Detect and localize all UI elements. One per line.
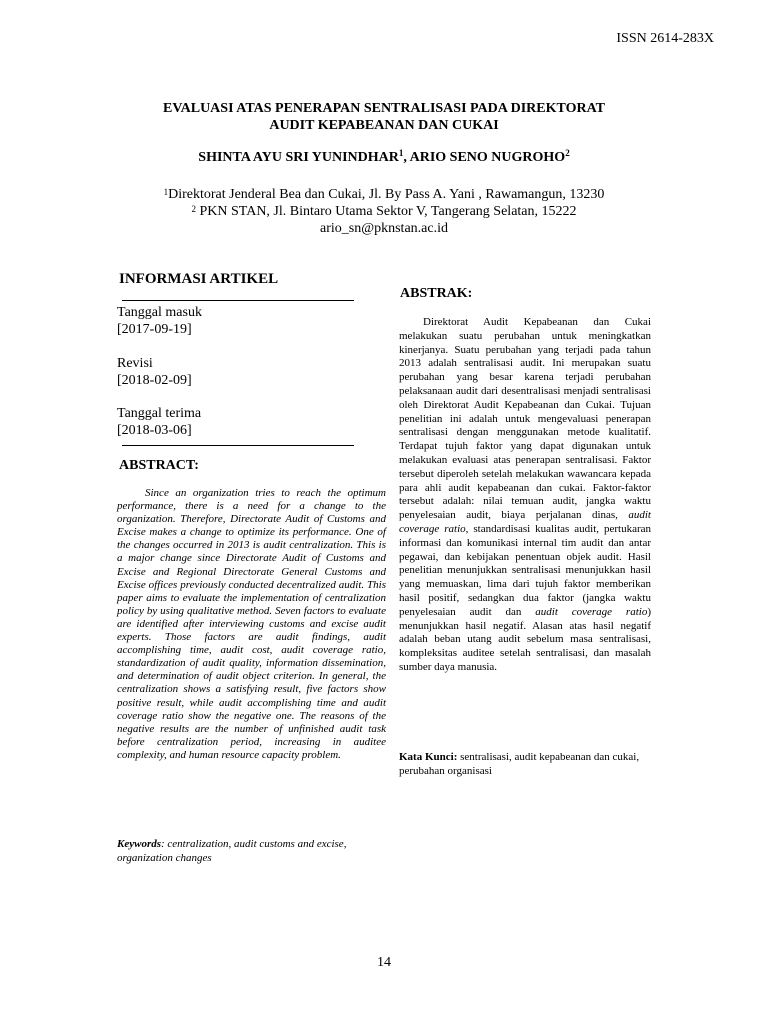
keywords-label: Keywords <box>117 838 161 850</box>
paper-title <box>0 100 768 134</box>
keywords-text: : centralization, audit customs and excise, organization changes <box>117 838 347 864</box>
accepted-date-block <box>117 405 201 439</box>
affiliation-2-mark: 2 <box>191 204 196 214</box>
affiliations <box>0 186 768 237</box>
revised-date-block <box>117 355 192 389</box>
corresponding-email: ario_sn@pknstan.ac.id <box>320 221 448 236</box>
abstrak-italic-term-1: audit coverage ratio <box>399 509 651 535</box>
abstract-text: Since an organization tries to reach the optimum performance, there is a need for a change to the organization. Therefore, Directorate Audit of Customs and Excise makes a change to optimize its performance. One of the changes occurred in 2013 is audit centralization. This is a major change since Directorate Audit of Customs and Excise and Regional Directorate General Customs and Excise offices previously conducted decentralized audit. This paper aims to evaluate the implementation of centralization policy by using qualitative method. Seven factors to evaluate are identified after interviewing customs and excise audit experts. Those factors are audit findings, audit accomplishing time, audit cost, audit coverage ratio, standardization of audit quality, information dissemination, and determination of audit object criterion. In general, the centralization shows a satisfying result, five factors show positive result, while audit accomplishing time and audit coverage ratio show the negative one. The reasons of the negative results are the number of unfinished audit task before centralization period, increasing in auditee complexity, and human resource capacity problem. <box>117 487 386 761</box>
paper-title-line-2: AUDIT KEPABEANAN DAN CUKAI <box>269 118 499 133</box>
abstrak-heading: ABSTRAK: <box>400 286 473 301</box>
article-info-heading: INFORMASI ARTIKEL <box>119 271 279 287</box>
revised-label: Revisi <box>117 356 153 371</box>
accepted-value: [2018-03-06] <box>117 423 192 438</box>
affiliation-2 <box>0 203 768 220</box>
received-label: Tanggal masuk <box>117 305 202 320</box>
author-2: ARIO SENO NUGROHO <box>409 150 566 165</box>
affiliation-1 <box>0 186 768 203</box>
affiliation-1-text: Direktorat Jenderal Bea dan Cukai, Jl. By Pass A. Yani , Rawamangun, 13230 <box>168 187 605 202</box>
author-2-affiliation-mark: 2 <box>565 148 570 158</box>
affiliation-1-mark: 1 <box>163 187 169 197</box>
abstrak-italic-term-2: audit coverage ratio <box>535 605 648 618</box>
author-1-affiliation-mark: 1 <box>398 148 404 158</box>
paper-title-line-1: EVALUASI ATAS PENERAPAN SENTRALISASI PADA DIREKTORAT <box>162 101 605 116</box>
abstract-heading: ABSTRACT: <box>119 458 199 473</box>
accepted-label: Tanggal terima <box>117 406 202 421</box>
divider <box>122 300 354 301</box>
author-1: SHINTA AYU SRI YUNINDHAR <box>198 150 399 165</box>
kata-kunci-label: Kata Kunci: <box>399 751 458 763</box>
keywords <box>117 838 386 865</box>
affiliation-2-text: PKN STAN, Jl. Bintaro Utama Sektor V, Tangerang Selatan, 15222 <box>195 204 577 219</box>
abstrak-text-part-3: ) menunjukkan hasil negatif. Alasan atas hasil negatif adalah beban utang audit sebelum masa sentralisasi, kompleksitas auditee setelah sentralisasi, dan masalah sumber daya manusia. <box>399 605 651 673</box>
received-date-block <box>117 304 202 338</box>
author-separator: , <box>403 150 410 165</box>
author-list <box>0 150 768 166</box>
abstrak-text-part-1: Direktorat Audit Kepabeanan dan Cukai melakukan suatu perubahan untuk meningkatkan kinerjanya. Suatu perubahan yang terjadi pada tahun 2013 adalah sentralisasi audit. Ini merupakan suatu perubahan yang besar karena terjadi perubahan pelaksanaan audit dari desentralisasi menjadi sentralisasi oleh Direktorat Audit Kepabeanan dan Cukai. Tujuan penelitian ini adalah untuk mengevaluasi penerapan sentralisasi dengan menggunakan metode kualitatif. Terdapat tujuh faktor yang dapat digunakan untuk melakukan evaluasi atas penerapan sentralisasi. Faktor tersebut diperoleh setelah melakukan wawancara kepada para ahli audit kepabeanan dan cukai. Faktor-faktor tersebut adalah: nilai temuan audit, jangka waktu penyelesaian audit, biaya perjalanan dinas, <box>399 316 651 522</box>
abstrak-text-part-2: , standardisasi kualitas audit, pertukaran informasi dan komunikasi internal tim audit dan antar pegawai, dan kebijakan penentuan objek audit. Hasil penelitian menunjukkan sentralisasi menunjukkan hasil yang memuaskan, lima dari tujuh faktor memberikan hasil positif, sedangkan dua faktor (jangka waktu penyelesaian audit dan <box>399 522 652 618</box>
abstrak-text <box>399 316 651 675</box>
received-value: [2017-09-19] <box>117 322 192 337</box>
revised-value: [2018-02-09] <box>117 373 192 388</box>
divider <box>122 445 354 446</box>
page-number: 14 <box>377 955 391 970</box>
kata-kunci <box>399 750 651 778</box>
issn-number: ISSN 2614-283X <box>616 31 714 46</box>
kata-kunci-text: sentralisasi, audit kepabeanan dan cukai, perubahan organisasi <box>399 751 640 777</box>
